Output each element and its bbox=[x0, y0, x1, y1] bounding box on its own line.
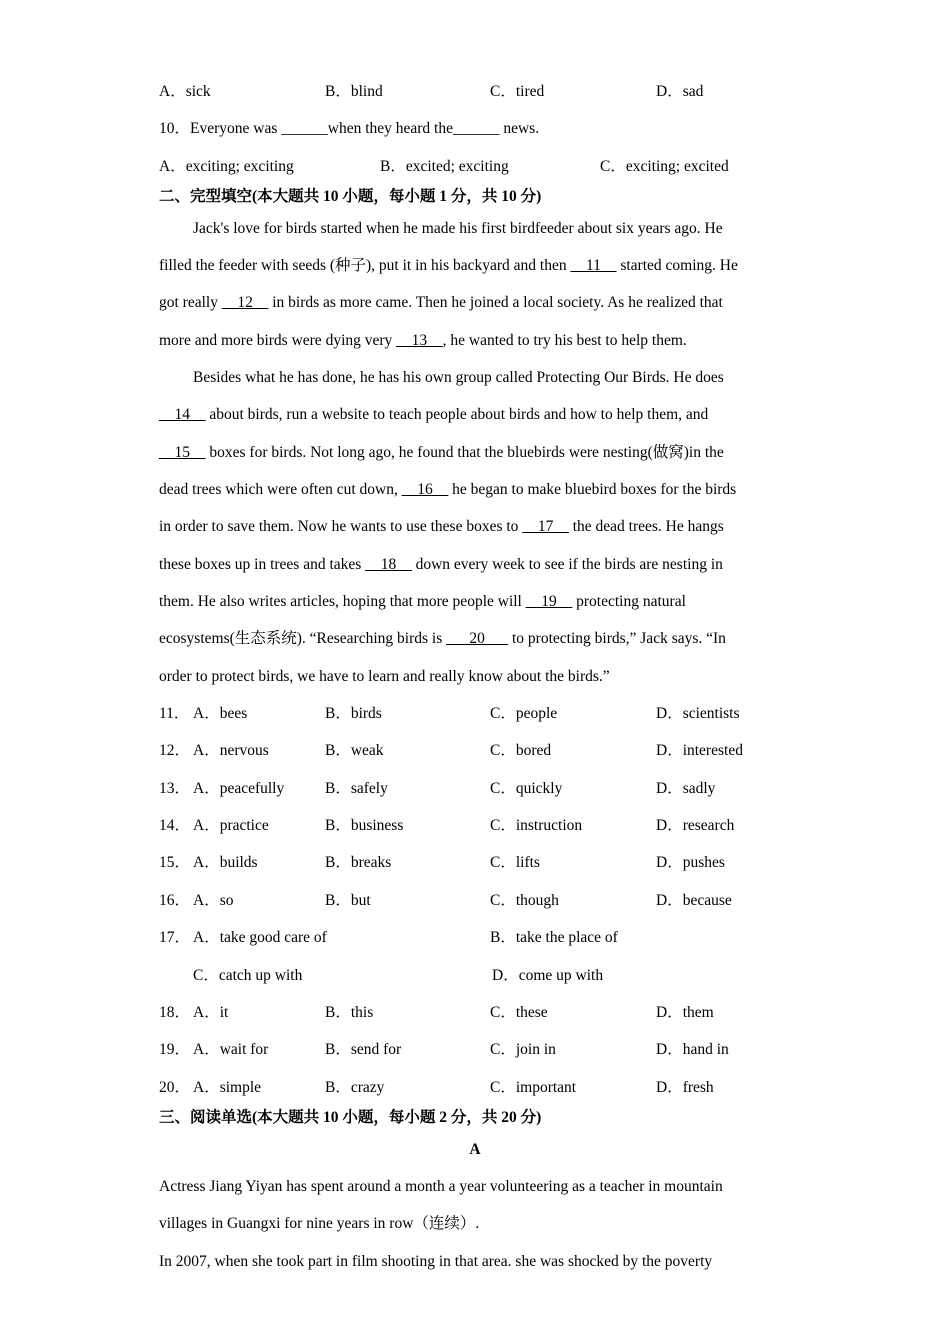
q17-option-d: D．come up with bbox=[492, 967, 604, 984]
q13-option-d: D．sadly bbox=[656, 780, 716, 797]
q20-number: 20． bbox=[159, 1079, 191, 1096]
q19-number: 19． bbox=[159, 1041, 191, 1058]
q17-number: 17． bbox=[159, 929, 191, 946]
cloze-text: he began to make bluebird boxes for the birds bbox=[448, 481, 737, 498]
q16-option-d: D．because bbox=[656, 892, 732, 909]
q11-number: 11． bbox=[159, 705, 190, 722]
cloze-line-1 bbox=[193, 219, 723, 239]
section3-heading: 三、阅读单选(本大题共 10 小题，每小题 2 分，共 20 分) bbox=[159, 1109, 542, 1126]
q15-number: 15． bbox=[159, 854, 191, 871]
q18-number: 18． bbox=[159, 1004, 191, 1021]
cloze-text: them. He also writes articles, hoping that more people will bbox=[159, 593, 526, 610]
cloze-blank-19: __19__ bbox=[525, 593, 573, 610]
q9-option-b: B．blind bbox=[325, 83, 383, 100]
cloze-blank-18: __18__ bbox=[365, 556, 412, 573]
cloze-text: got really bbox=[159, 294, 222, 311]
cloze-line-9 bbox=[159, 517, 724, 537]
cloze-blank-16: __16__ bbox=[401, 481, 449, 498]
q15-option-b: B．breaks bbox=[325, 854, 392, 871]
q15-option-a: A．builds bbox=[193, 854, 258, 871]
q14-number: 14． bbox=[159, 817, 191, 834]
q19-option-c: C．join in bbox=[490, 1041, 556, 1058]
q10-option-a: A．exciting; exciting bbox=[159, 158, 294, 175]
cloze-line-13 bbox=[159, 667, 610, 687]
q17-option-b: B．take the place of bbox=[490, 929, 618, 946]
q11-option-d: D．scientists bbox=[656, 705, 740, 722]
cloze-text: order to protect birds, we have to learn and really know about the birds.” bbox=[159, 668, 610, 685]
q18-option-a: A．it bbox=[193, 1004, 229, 1021]
cloze-text: Besides what he has done, he has his own group called Protecting Our Birds. He does bbox=[193, 369, 724, 386]
q20-option-a: A．simple bbox=[193, 1079, 262, 1096]
cloze-text: started coming. He bbox=[616, 257, 738, 274]
cloze-text: protecting natural bbox=[572, 593, 686, 610]
cloze-text: ecosystems(生态系统). “Researching birds is bbox=[159, 630, 447, 647]
cloze-text: dead trees which were often cut down, bbox=[159, 481, 402, 498]
reading-line-1: Actress Jiang Yiyan has spent around a month a year volunteering as a teacher in mountain bbox=[159, 1178, 723, 1195]
cloze-line-12 bbox=[159, 629, 726, 649]
q19-option-b: B．send for bbox=[325, 1041, 402, 1058]
q17-option-c: C．catch up with bbox=[193, 967, 303, 984]
cloze-text: Jack's love for birds started when he made his first birdfeeder about six years ago. He bbox=[193, 220, 723, 237]
q16-option-c: C．though bbox=[490, 892, 559, 909]
q18-option-b: B．this bbox=[325, 1004, 374, 1021]
q16-option-a: A．so bbox=[193, 892, 234, 909]
passage-label: A bbox=[469, 1141, 481, 1158]
q11-option-a: A．bees bbox=[193, 705, 248, 722]
q9-option-c: C．tired bbox=[490, 83, 545, 100]
q13-option-a: A．peacefully bbox=[193, 780, 285, 797]
q10-option-b: B．excited; exciting bbox=[380, 158, 509, 175]
cloze-line-7 bbox=[159, 443, 724, 463]
cloze-line-3 bbox=[159, 293, 723, 313]
cloze-text: about birds, run a website to teach people about birds and how to help them, and bbox=[205, 406, 709, 423]
q12-option-a: A．nervous bbox=[193, 742, 269, 759]
q15-option-c: C．lifts bbox=[490, 854, 540, 871]
q20-option-d: D．fresh bbox=[656, 1079, 714, 1096]
q10-option-c: C．exciting; excited bbox=[600, 158, 729, 175]
cloze-text: these boxes up in trees and takes bbox=[159, 556, 366, 573]
reading-line-3: In 2007, when she took part in film shooting in that area. she was shocked by the poverty bbox=[159, 1253, 713, 1270]
q14-option-a: A．practice bbox=[193, 817, 269, 834]
cloze-text: , he wanted to try his best to help them. bbox=[442, 332, 687, 349]
cloze-blank-12: __12__ bbox=[221, 294, 269, 311]
q11-option-b: B．birds bbox=[325, 705, 382, 722]
q15-option-d: D．pushes bbox=[656, 854, 725, 871]
q20-option-b: B．crazy bbox=[325, 1079, 385, 1096]
q12-number: 12． bbox=[159, 742, 191, 759]
q16-number: 16． bbox=[159, 892, 191, 909]
cloze-text: in order to save them. Now he wants to use these boxes to bbox=[159, 518, 523, 535]
q18-option-d: D．them bbox=[656, 1004, 714, 1021]
cloze-text: down every week to see if the birds are nesting in bbox=[411, 556, 723, 573]
cloze-blank-15: __15__ bbox=[159, 444, 206, 461]
cloze-text: in birds as more came. Then he joined a local society. As he realized that bbox=[268, 294, 723, 311]
cloze-line-11 bbox=[159, 592, 686, 612]
cloze-blank-17: __17__ bbox=[522, 518, 569, 535]
cloze-line-10 bbox=[159, 555, 723, 575]
cloze-blank-14: __14__ bbox=[159, 406, 206, 423]
q19-option-d: D．hand in bbox=[656, 1041, 729, 1058]
q12-option-d: D．interested bbox=[656, 742, 743, 759]
cloze-text: to protecting birds,” Jack says. “In bbox=[508, 630, 726, 647]
cloze-text: boxes for birds. Not long ago, he found that the bluebirds were nesting(做窝)in the bbox=[205, 444, 724, 461]
q13-option-c: C．quickly bbox=[490, 780, 563, 797]
q9-option-a: A．sick bbox=[159, 83, 211, 100]
cloze-line-4 bbox=[159, 331, 687, 351]
cloze-line-5 bbox=[193, 368, 724, 388]
q13-option-b: B．safely bbox=[325, 780, 388, 797]
q20-option-c: C．important bbox=[490, 1079, 577, 1096]
q11-option-c: C．people bbox=[490, 705, 558, 722]
q13-number: 13． bbox=[159, 780, 191, 797]
q9-option-d: D．sad bbox=[656, 83, 704, 100]
q12-option-b: B．weak bbox=[325, 742, 384, 759]
q16-option-b: B．but bbox=[325, 892, 371, 909]
cloze-blank-20: ___20___ bbox=[446, 630, 509, 647]
cloze-text: the dead trees. He hangs bbox=[568, 518, 724, 535]
q14-option-b: B．business bbox=[325, 817, 404, 834]
q12-option-c: C．bored bbox=[490, 742, 552, 759]
q14-option-d: D．research bbox=[656, 817, 735, 834]
q18-option-c: C．these bbox=[490, 1004, 548, 1021]
cloze-line-8 bbox=[159, 480, 736, 500]
cloze-blank-11: __11__ bbox=[570, 257, 617, 274]
cloze-line-2 bbox=[159, 256, 738, 276]
section2-heading: 二、完型填空(本大题共 10 小题，每小题 1 分，共 10 分) bbox=[159, 188, 542, 205]
cloze-line-6 bbox=[159, 405, 708, 425]
q19-option-a: A．wait for bbox=[193, 1041, 269, 1058]
reading-line-2: villages in Guangxi for nine years in row（连续）. bbox=[159, 1215, 480, 1232]
cloze-text: more and more birds were dying very bbox=[159, 332, 397, 349]
cloze-blank-13: __13__ bbox=[396, 332, 443, 349]
q10-stem: 10．Everyone was ______when they heard the______ news. bbox=[159, 120, 540, 137]
cloze-text: filled the feeder with seeds (种子), put it in his backyard and then bbox=[159, 257, 571, 274]
q17-option-a: A．take good care of bbox=[193, 929, 327, 946]
q14-option-c: C．instruction bbox=[490, 817, 583, 834]
